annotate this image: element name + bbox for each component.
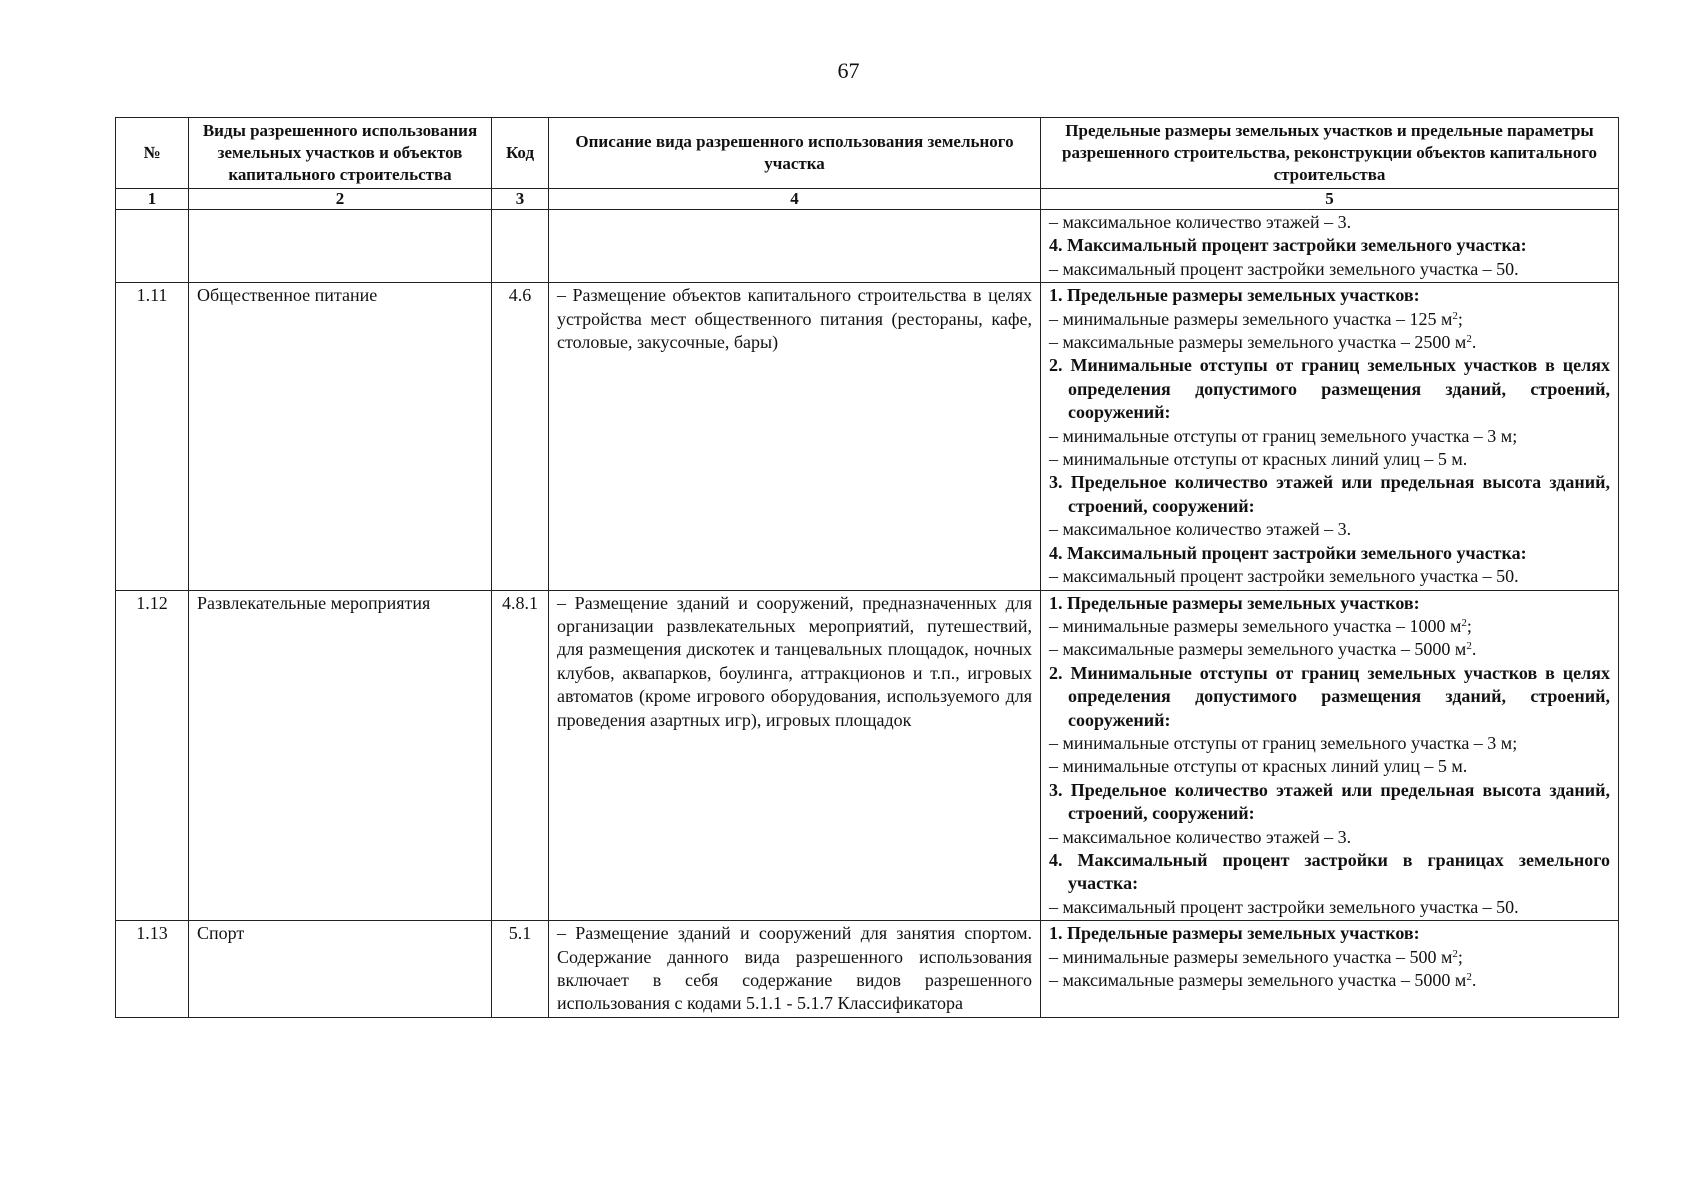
param-text: – максимальный процент застройки земельного участка – 50. xyxy=(1049,896,1519,917)
row-kind: Развлекательные мероприятия xyxy=(189,590,492,921)
param-line xyxy=(1049,258,1610,281)
column-number: 1 xyxy=(116,189,189,210)
param-text: – минимальные отступы от границ земельного участка – 3 м; xyxy=(1049,732,1518,753)
column-number: 4 xyxy=(549,189,1041,210)
param-text: 4. Максимальный процент застройки земельного участка: xyxy=(1049,542,1527,563)
param-text: 2. Минимальные отступы от границ земельных участков в целях определения допустимого размещения зданий, строений, сооружений: xyxy=(1049,355,1610,423)
header-params: Предельные размеры земельных участков и предельные параметры разрешенного строительства, реконструкции объектов капитального строительства xyxy=(1041,118,1619,189)
row-kind: Общественное питание xyxy=(189,283,492,590)
column-number: 2 xyxy=(189,189,492,210)
param-text: – минимальные отступы от границ земельного участка – 3 м; xyxy=(1049,425,1518,446)
param-text: 3. Предельное количество этажей или предельная высота зданий, строений, сооружений: xyxy=(1049,779,1610,824)
param-text: – максимальный процент застройки земельного участка – 50. xyxy=(1049,258,1519,279)
param-line xyxy=(1049,615,1610,638)
page-number: 67 xyxy=(837,58,860,83)
param-text: 3. Предельное количество этажей или предельная высота зданий, строений, сооружений: xyxy=(1049,472,1610,516)
table-row xyxy=(116,921,1619,1018)
param-heading xyxy=(1049,922,1610,945)
param-heading xyxy=(1049,542,1610,565)
param-text: – максимальные размеры земельного участка – 2500 м xyxy=(1049,332,1467,353)
land-use-table xyxy=(115,117,1619,1018)
param-heading xyxy=(1049,779,1610,826)
param-punct: . xyxy=(1471,639,1477,660)
row-kind xyxy=(189,210,492,283)
param-text: – максимальное количество этажей – 3. xyxy=(1049,826,1352,847)
param-text: 4. Максимальный процент застройки в границах земельного участка: xyxy=(1049,849,1610,894)
row-description: – Размещение зданий и сооружений, предназначенных для организации развлекательных мероприятий, путешествий, для размещения дискотек и танцевальных площадок, ночных клубов, аквапарков, боулинга, аттракционов и т.п., игровых автоматов (кроме игрового оборудования, используемого для проведения азартных игр), игровых площадок xyxy=(549,590,1041,921)
param-punct: ; xyxy=(1457,308,1463,329)
param-text: – максимальные размеры земельного участка – 5000 м xyxy=(1049,639,1467,660)
row-params xyxy=(1041,283,1619,590)
param-heading xyxy=(1049,592,1610,615)
superscript: 2 xyxy=(1466,640,1472,653)
param-text: – максимальное количество этажей – 3. xyxy=(1049,212,1352,232)
param-line xyxy=(1049,969,1610,992)
param-text: – минимальные размеры земельного участка – 1000 м xyxy=(1049,615,1462,636)
param-line xyxy=(1049,425,1610,448)
param-line xyxy=(1049,211,1610,234)
param-punct: ; xyxy=(1457,946,1463,967)
column-number: 5 xyxy=(1041,189,1619,210)
param-heading xyxy=(1049,234,1610,257)
param-text: – минимальные размеры земельного участка – 500 м xyxy=(1049,946,1453,967)
row-description: – Размещение объектов капитального строительства в целях устройства мест общественного питания (рестораны, кафе, столовые, закусочные, бары) xyxy=(549,283,1041,590)
header-description: Описание вида разрешенного использования земельного участка xyxy=(549,118,1041,189)
superscript: 2 xyxy=(1466,971,1472,983)
row-params xyxy=(1041,210,1619,283)
param-heading xyxy=(1049,471,1610,518)
param-heading xyxy=(1049,849,1610,896)
row-description xyxy=(549,210,1041,283)
table-row xyxy=(116,283,1619,590)
table-row xyxy=(116,210,1619,283)
param-text: – минимальные размеры земельного участка – 125 м xyxy=(1049,308,1453,329)
param-text: 1. Предельные размеры земельных участков: xyxy=(1049,285,1420,306)
param-line xyxy=(1049,826,1610,849)
param-line xyxy=(1049,896,1610,919)
param-punct: . xyxy=(1471,970,1477,990)
param-text: 1. Предельные размеры земельных участков: xyxy=(1049,923,1420,944)
param-line xyxy=(1049,518,1610,541)
param-text: – минимальные отступы от красных линий улиц – 5 м. xyxy=(1049,449,1468,470)
param-text: – максимальный процент застройки земельного участка – 50. xyxy=(1049,566,1519,587)
param-text: – максимальные размеры земельного участка – 5000 м xyxy=(1049,970,1467,990)
superscript: 2 xyxy=(1452,309,1458,322)
param-heading xyxy=(1049,354,1610,424)
row-description: – Размещение зданий и сооружений для занятия спортом. Содержание данного вида разрешенного использования включает в себя содержание видов разрешенного использования с кодами 5.1.1 - 5.1.7 Классификатора xyxy=(549,921,1041,1018)
header-num: № xyxy=(116,118,189,189)
param-text: – минимальные отступы от красных линий улиц – 5 м. xyxy=(1049,756,1468,777)
param-line xyxy=(1049,638,1610,661)
param-punct: . xyxy=(1471,332,1477,353)
row-number: 1.12 xyxy=(116,590,189,921)
param-text: 4. Максимальный процент застройки земельного участка: xyxy=(1049,235,1527,256)
param-line xyxy=(1049,308,1610,331)
row-code: 4.8.1 xyxy=(492,590,549,921)
param-line xyxy=(1049,732,1610,755)
param-line xyxy=(1049,448,1610,471)
column-numbers-row xyxy=(116,189,1619,210)
row-code: 4.6 xyxy=(492,283,549,590)
row-number: 1.11 xyxy=(116,283,189,590)
param-text: 2. Минимальные отступы от границ земельных участков в целях определения допустимого размещения зданий, строений, сооружений: xyxy=(1049,662,1610,730)
param-text: 1. Предельные размеры земельных участков: xyxy=(1049,592,1420,613)
row-code xyxy=(492,210,549,283)
row-kind: Спорт xyxy=(189,921,492,1018)
param-line xyxy=(1049,755,1610,778)
header-kind: Виды разрешенного использования земельных участков и объектов капитального строительства xyxy=(189,118,492,189)
superscript: 2 xyxy=(1452,947,1458,960)
row-number xyxy=(116,210,189,283)
table-row xyxy=(116,590,1619,921)
row-params xyxy=(1041,590,1619,921)
param-heading xyxy=(1049,284,1610,307)
superscript: 2 xyxy=(1466,333,1472,346)
row-params xyxy=(1041,921,1619,1018)
param-line xyxy=(1049,946,1610,969)
header-row xyxy=(116,118,1619,189)
header-code: Код xyxy=(492,118,549,189)
row-code: 5.1 xyxy=(492,921,549,1018)
param-line xyxy=(1049,565,1610,588)
param-heading xyxy=(1049,662,1610,732)
param-punct: ; xyxy=(1466,615,1472,636)
superscript: 2 xyxy=(1461,616,1467,629)
row-number: 1.13 xyxy=(116,921,189,1018)
param-text: – максимальное количество этажей – 3. xyxy=(1049,519,1352,540)
param-line xyxy=(1049,331,1610,354)
column-number: 3 xyxy=(492,189,549,210)
